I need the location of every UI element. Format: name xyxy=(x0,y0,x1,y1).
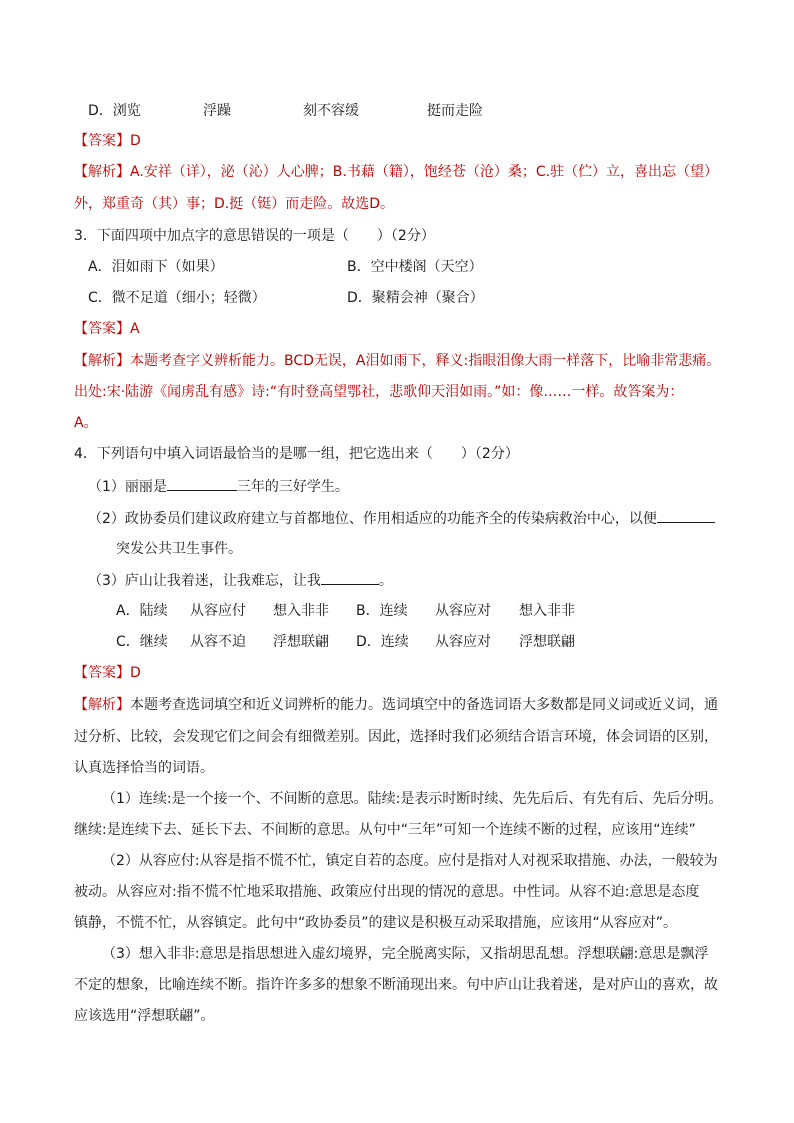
q3-answer xyxy=(74,319,140,339)
analysis-quote: “有时登高望鄂社，悲歌仰天泪如雨。”如：像……一样。故答案为： xyxy=(269,384,684,400)
q3-stem: 3．下面四项中加点字的意思错误的一项是（ ）（2分） xyxy=(74,228,435,244)
q4-analysis-p4-line2: 不定的想象，比喻连续不断。指许许多多的想象不断涌现出来。句中庐山让我着迷，是对庐山的喜欢，故 xyxy=(74,977,718,993)
analysis-label: 【解析】 xyxy=(74,353,130,369)
q4-option-d-1: D．连续 xyxy=(356,634,409,650)
q2-analysis-line1 xyxy=(74,162,718,182)
q4-sentence-3 xyxy=(88,570,393,591)
answer-label: 【答案】 xyxy=(74,133,130,149)
q3-option-d: D．聚精会神（聚合） xyxy=(347,290,484,306)
q4-sentence-1 xyxy=(88,476,349,497)
q3-option-a: A．泪如雨下（如果） xyxy=(88,259,224,275)
q4-option-c-3: 浮想联翩 xyxy=(273,634,329,650)
analysis-text: 本题考查字义辨析能力。BCD无误，A泪如雨下，释义:指眼泪像大雨一样落下，比喻非常悲痛。 xyxy=(130,353,721,369)
answer-label: 【答案】 xyxy=(74,321,130,337)
sentence-text: 三年的三好学生。 xyxy=(236,479,349,495)
q4-sentence-2 xyxy=(88,508,715,529)
q4-option-b-1: B．连续 xyxy=(356,603,408,619)
q4-stem: 4．下列语句中填入词语最恰当的是哪一组，把它选出来（ ）（2分） xyxy=(74,446,519,462)
fill-blank xyxy=(167,476,237,491)
q4-analysis-line1 xyxy=(74,695,718,715)
q3-option-c: C．微不足道（细小；轻微） xyxy=(88,290,266,306)
analysis-label: 【解析】 xyxy=(74,164,130,180)
q4-option-a-1: A．陆续 xyxy=(116,603,168,619)
q4-option-d-2: 从容应对 xyxy=(435,634,491,650)
q2-analysis-line2: 外，郑重奇（其）事；D.挺（铤）而走险。故选D。 xyxy=(74,196,395,212)
q4-analysis-p2-line2: 继续:是连续下去、延长下去、不间断的意思。从句中“三年”可知一个连续不断的过程，应该用“连续” xyxy=(74,822,696,838)
analysis-text: 本题考查选词填空和近义词辨析的能力。选词填空中的备选词语大多数都是同义词或近义词，通 xyxy=(130,697,718,713)
answer-value: D xyxy=(130,133,141,149)
q4-analysis-p4-line3: 应该选用“浮想联翩”。 xyxy=(74,1008,215,1024)
q4-analysis-line3: 认真选择恰当的词语。 xyxy=(74,760,214,776)
q3-analysis-line1 xyxy=(74,351,720,371)
q3-option-b: B．空中楼阁（天空） xyxy=(347,259,483,275)
q2-option-d-word2: 浮躁 xyxy=(203,103,231,119)
q3-analysis-line2 xyxy=(74,382,683,402)
q4-option-a-2: 从容应付 xyxy=(190,603,246,619)
q4-option-b-3: 想入非非 xyxy=(519,603,575,619)
q2-option-d-letter: D．浏览 xyxy=(88,103,141,119)
analysis-label: 【解析】 xyxy=(74,697,130,713)
answer-value: D xyxy=(130,665,141,681)
fill-blank xyxy=(657,508,715,523)
sentence-text: （2）政协委员们建议政府建立与首都地位、作用相适应的功能齐全的传染病救治中心，以便 xyxy=(88,511,657,527)
answer-label: 【答案】 xyxy=(74,665,130,681)
analysis-source: 出处:宋·陆游《闻虏乱有感》诗: xyxy=(74,384,270,400)
q4-option-b-2: 从容应对 xyxy=(435,603,491,619)
q4-analysis-p3-line1: （2）从容应付:从容是指不慌不忙，镇定自若的态度。应付是指对人对视采取措施、办法，一般较为 xyxy=(102,853,718,869)
q4-sentence-2-cont: 突发公共卫生事件。 xyxy=(116,541,242,557)
fill-blank xyxy=(321,570,379,585)
q4-analysis-line2: 过分析、比较，会发现它们之间会有细微差别。因此，选择时我们必须结合语言环境，体会词语的区别， xyxy=(74,729,718,745)
q4-answer xyxy=(74,663,141,683)
sentence-text: （1）丽丽是 xyxy=(88,479,167,495)
q4-option-c-1: C．继续 xyxy=(116,634,168,650)
q3-analysis-line3: A。 xyxy=(74,415,98,431)
answer-value: A xyxy=(130,321,140,337)
analysis-text: A.安祥（详），泌（沁）人心脾；B.书藉（籍），饱经苍（沧）桑；C.驻（伫）立，喜出忘（望） xyxy=(130,164,719,180)
q4-analysis-p4-line1: （3）想入非非:意思是指思想进入虚幻境界，完全脱离实际，又指胡思乱想。浮想联翩:意思是飘浮 xyxy=(102,946,709,962)
q4-option-c-2: 从容不迫 xyxy=(190,634,246,650)
q4-analysis-p3-line2: 被动。从容应对:指不慌不忙地采取措施、政策应付出现的情况的意思。中性词。从容不迫:意思是态度 xyxy=(74,884,700,900)
q4-analysis-p3-line3: 镇静，不慌不忙，从容镇定。此句中“政协委员”的建议是积极互动采取措施，应该用“从容应对”。 xyxy=(74,915,678,931)
q2-answer xyxy=(74,131,141,151)
q4-option-a-3: 想入非非 xyxy=(273,603,329,619)
sentence-text: 。 xyxy=(378,573,393,589)
q4-analysis-p2-line1: （1）连续:是一个接一个、不间断的意思。陆续:是表示时断时续、先先后后、有先有后、先后分明。 xyxy=(102,791,723,807)
q4-option-d-3: 浮想联翩 xyxy=(519,634,575,650)
sentence-text: （3）庐山让我着迷，让我难忘，让我 xyxy=(88,573,321,589)
q2-option-d-word4: 挺而走险 xyxy=(427,103,483,119)
q2-option-d-word3: 刻不容缓 xyxy=(303,103,359,119)
